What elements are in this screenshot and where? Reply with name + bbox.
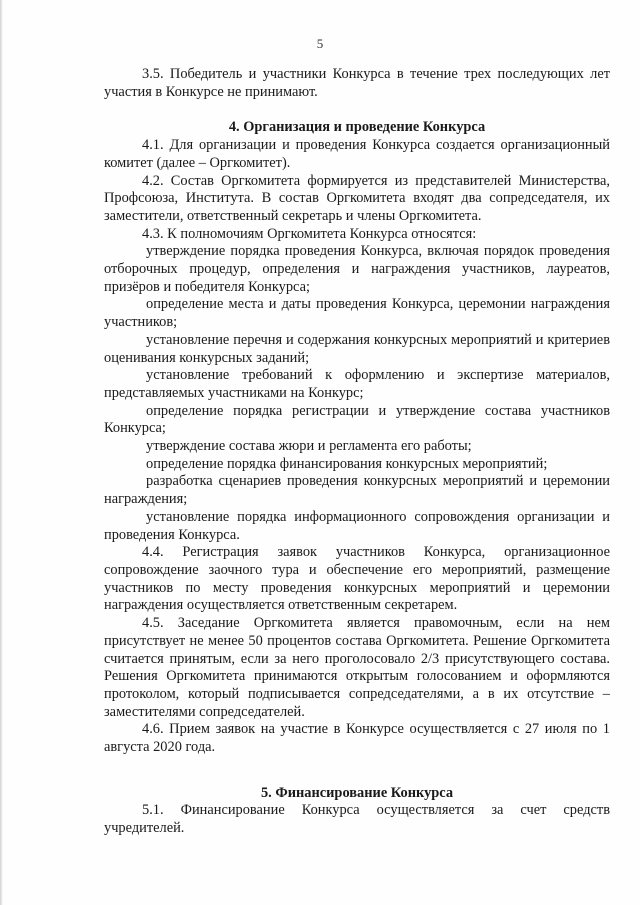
list-item: утверждение состава жюри и регламента его работы; xyxy=(146,438,472,455)
list-item: установление требований к оформлению и экспертизе материалов, представляемых участниками на Конкурс; xyxy=(104,367,610,401)
section-4-heading: 4. Организация и проведение Конкурса xyxy=(228,119,486,136)
page-number: 5 xyxy=(316,36,324,51)
paragraph-4-1: 4.1. Для организации и проведения Конкурса создается организационный комитет (далее – Оргкомитет). xyxy=(104,137,610,171)
paragraph-4-5: 4.5. Заседание Оргкомитета является правомочным, если на нем присутствует не менее 50 процентов состава Оргкомитета. Решение Оргкомитета считается принятым, если за него проголосовало 2/3 присутствующего состава. Решения Оргкомитета принимаются открытым голосованием и оформляются протоколом, который подписывается сопредседателями, а в их отсутствие – заместителями сопредседателей. xyxy=(104,615,610,720)
paragraph-4-6: 4.6. Прием заявок на участие в Конкурсе осуществляется с 27 июля по 1 августа 2020 года. xyxy=(104,721,610,756)
list-item: установление порядка информационного сопровождения организации и проведения Конкурса. xyxy=(104,508,610,543)
list-item: утверждение порядка проведения Конкурса, включая порядок проведения отборочных процедур, определения и награждения участников, лауреатов, призёров и победителя Конкурса; xyxy=(104,243,610,295)
paragraph-4-2: 4.2. Состав Оргкомитета формируется из представителей Министерства, Профсоюза, Института. В состав Оргкомитета входят два сопредседателя, их заместители, ответственный секретарь и члены Оргкомитета. xyxy=(104,172,610,224)
scan-edge xyxy=(0,0,3,905)
paragraph-3-5: 3.5. Победитель и участники Конкурса в течение трех последующих лет участия в Конкурсе не принимают. xyxy=(104,66,610,100)
list-item: определение места и даты проведения Конкурса, церемонии награждения участников; xyxy=(104,296,610,331)
section-5-heading: 5. Финансирование Конкурса xyxy=(260,784,454,801)
paragraph-4-3: 4.3. К полномочиям Оргкомитета Конкурса относятся: xyxy=(142,225,477,242)
document-body xyxy=(104,66,610,838)
list-item: установление перечня и содержания конкурсных мероприятий и критериев оценивания конкурсных заданий; xyxy=(104,331,610,366)
paragraph-5-1: 5.1. Финансирование Конкурса осуществляется за счет средств учредителей. xyxy=(104,802,610,837)
list-item: разработка сценариев проведения конкурсных мероприятий и церемонии награждения; xyxy=(104,473,610,508)
paragraph-4-4: 4.4. Регистрация заявок участников Конкурса, организационное сопровождение заочного тура и обеспечение его мероприятий, размещение участников по месту проведения конкурсных мероприятий и церемонии награждения осуществляется ответственным секретарем. xyxy=(104,544,610,614)
list-item: определение порядка регистрации и утверждение состава участников Конкурса; xyxy=(104,402,610,437)
list-item: определение порядка финансирования конкурсных мероприятий; xyxy=(146,455,548,472)
